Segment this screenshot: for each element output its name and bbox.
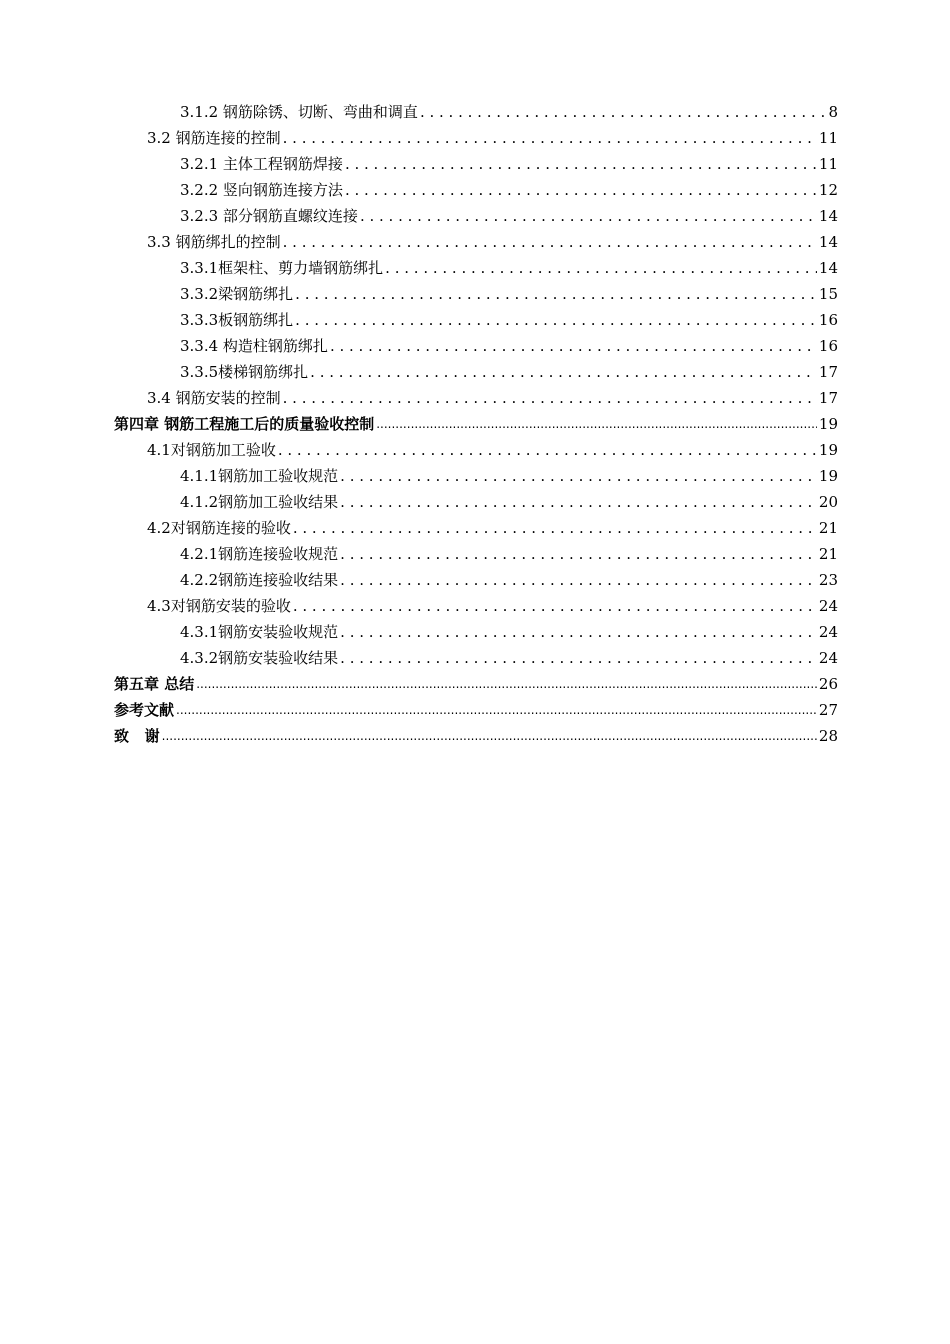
toc-entry-label: 4.2对钢筋连接的验收 [147,519,291,537]
toc-entry-label: 3.3.2梁钢筋绑扎 [180,285,294,303]
toc-leader-dots [196,671,817,697]
toc-entry[interactable] [114,489,838,515]
toc-entry[interactable] [114,541,838,567]
toc-leader-dots [330,333,817,359]
toc-entry[interactable] [114,307,838,333]
toc-entry-label: 3.1.2 钢筋除锈、切断、弯曲和调直 [180,103,418,121]
toc-entry-page: 8 [828,103,838,121]
toc-entry-label: 4.1.1钢筋加工验收规范 [180,467,339,485]
toc-entry-page: 12 [818,181,838,199]
toc-entry[interactable] [114,151,838,177]
toc-entry-label: 致 谢 [114,727,160,745]
toc-entry-page: 20 [818,493,838,511]
toc-entry-page: 27 [818,701,838,719]
toc-entry[interactable] [114,437,838,463]
toc-entry-page: 14 [818,233,838,251]
toc-entry-label: 4.3.2钢筋安装验收结果 [180,649,339,667]
toc-entry-label: 4.1对钢筋加工验收 [147,441,276,459]
toc-entry[interactable] [114,203,838,229]
toc-chapter-entry[interactable] [114,671,838,697]
toc-entry[interactable] [114,385,838,411]
toc-chapter-entry[interactable] [114,411,838,437]
toc-leader-dots [283,125,817,151]
toc-entry-label: 第五章 总结 [114,675,195,693]
toc-leader-dots [420,99,827,125]
toc-chapter-entry[interactable] [114,697,838,723]
toc-entry-label: 4.1.2钢筋加工验收结果 [180,493,339,511]
toc-leader-dots [376,411,817,437]
toc-leader-dots [295,307,817,333]
toc-entry[interactable] [114,593,838,619]
toc-chapter-entry[interactable] [114,723,838,749]
toc-leader-dots [340,463,817,489]
toc-entry-page: 21 [818,519,838,537]
toc-entry[interactable] [114,281,838,307]
toc-entry[interactable] [114,125,838,151]
toc-entry[interactable] [114,463,838,489]
toc-entry-label: 4.3.1钢筋安装验收规范 [180,623,339,641]
toc-entry[interactable] [114,229,838,255]
toc-entry-page: 24 [818,649,838,667]
toc-entry-label: 3.2.2 竖向钢筋连接方法 [180,181,343,199]
toc-entry-page: 19 [818,415,838,433]
toc-entry[interactable] [114,645,838,671]
toc-entry-label: 3.3.4 构造柱钢筋绑扎 [180,337,328,355]
toc-entry[interactable] [114,255,838,281]
toc-entry[interactable] [114,177,838,203]
toc-entry-label: 第四章 钢筋工程施工后的质量验收控制 [114,415,375,433]
toc-entry-label: 3.3.3板钢筋绑扎 [180,311,294,329]
toc-leader-dots [293,593,817,619]
toc-leader-dots [295,281,817,307]
toc-leader-dots [293,515,817,541]
toc-entry-page: 11 [818,155,838,173]
toc-leader-dots [345,177,817,203]
toc-entry-page: 24 [818,623,838,641]
toc-entry-label: 3.2 钢筋连接的控制 [147,129,281,147]
toc-leader-dots [385,255,817,281]
toc-entry-page: 17 [818,389,838,407]
toc-entry-page: 17 [818,363,838,381]
toc-leader-dots [345,151,817,177]
toc-entry-page: 16 [818,337,838,355]
toc-leader-dots [340,619,817,645]
toc-entry-label: 3.3.1框架柱、剪力墙钢筋绑扎 [180,259,384,277]
toc-leader-dots [340,541,817,567]
toc-entry-label: 4.3对钢筋安装的验收 [147,597,291,615]
toc-entry[interactable] [114,333,838,359]
toc-entry-page: 23 [818,571,838,589]
toc-entry[interactable] [114,619,838,645]
toc-entry-page: 28 [818,727,838,745]
toc-entry-page: 16 [818,311,838,329]
toc-entry[interactable] [114,359,838,385]
toc-entry-page: 21 [818,545,838,563]
toc-entry-page: 19 [818,467,838,485]
toc-entry-label: 3.4 钢筋安装的控制 [147,389,281,407]
toc-entry-label: 3.2.1 主体工程钢筋焊接 [180,155,343,173]
toc-entry-label: 4.2.1钢筋连接验收规范 [180,545,339,563]
toc-entry-label: 参考文献 [114,701,175,719]
table-of-contents [114,99,838,749]
toc-entry-page: 14 [818,259,838,277]
toc-entry[interactable] [114,567,838,593]
toc-leader-dots [340,567,817,593]
toc-entry[interactable] [114,99,838,125]
toc-leader-dots [283,229,817,255]
toc-leader-dots [340,645,817,671]
toc-entry-page: 11 [818,129,838,147]
toc-entry-label: 4.2.2钢筋连接验收结果 [180,571,339,589]
toc-leader-dots [360,203,817,229]
toc-leader-dots [310,359,817,385]
toc-entry-label: 3.2.3 部分钢筋直螺纹连接 [180,207,358,225]
toc-entry-label: 3.3 钢筋绑扎的控制 [147,233,281,251]
toc-entry-page: 19 [818,441,838,459]
toc-entry[interactable] [114,515,838,541]
toc-leader-dots [278,437,817,463]
toc-entry-page: 15 [818,285,838,303]
toc-entry-page: 14 [818,207,838,225]
toc-leader-dots [162,723,817,749]
toc-entry-page: 26 [818,675,838,693]
toc-entry-label: 3.3.5楼梯钢筋绑扎 [180,363,309,381]
toc-leader-dots [176,697,817,723]
toc-entry-page: 24 [818,597,838,615]
toc-leader-dots [340,489,817,515]
toc-leader-dots [283,385,817,411]
